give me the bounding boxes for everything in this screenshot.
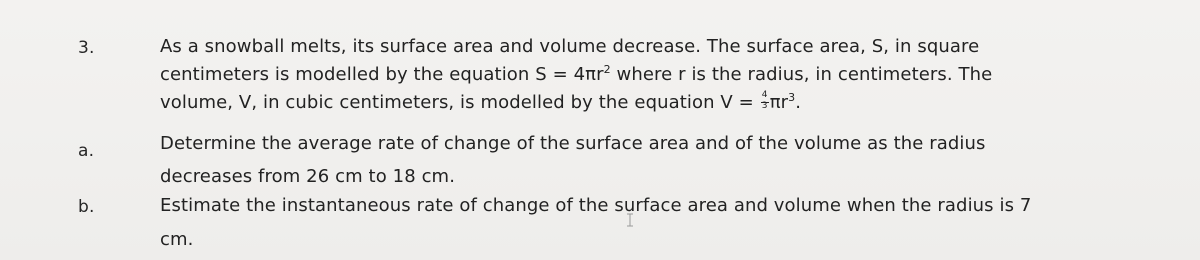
- part-b-label: b.: [78, 197, 95, 217]
- part-a-label: a.: [78, 141, 95, 161]
- question-number: 3.: [78, 38, 95, 58]
- part-b-line-1: [160, 195, 1031, 216]
- volume-equation-text: volume, V, in cubic centimeters, is modelled by the equation V =: [160, 92, 760, 113]
- fraction-denominator: 3: [761, 101, 768, 111]
- part-a-text-2: decreases from 26 cm to 18 cm.: [160, 166, 456, 187]
- text-cursor-icon: [626, 213, 634, 227]
- surface-area-equation-text: centimeters is modelled by the equation S = 4πr: [160, 64, 604, 85]
- part-a-line-2: [160, 166, 455, 187]
- question-line-3: [160, 92, 801, 113]
- part-a-line-1: [160, 133, 985, 154]
- volume-exponent: 3: [788, 91, 796, 104]
- question-line-2: [160, 64, 992, 85]
- surface-exponent: 2: [603, 63, 611, 76]
- four-thirds-fraction: [761, 90, 769, 112]
- question-text-1: As a snowball melts, its surface area and volume decrease. The surface area, S, in square: [160, 36, 980, 57]
- volume-pi-r: πr: [769, 92, 789, 113]
- part-b-text-1: Estimate the instantaneous rate of change of the surface area and volume when the radius is 7: [160, 195, 1032, 216]
- part-b-text-2: cm.: [160, 229, 194, 250]
- fraction-numerator: 4: [761, 90, 768, 100]
- question-line-1: [160, 36, 979, 57]
- volume-period: .: [795, 92, 802, 113]
- part-b-line-2: [160, 229, 193, 250]
- question-text-2-rest: where r is the radius, in centimeters. The: [610, 64, 993, 85]
- part-a-text-1: Determine the average rate of change of the surface area and of the volume as the radius: [160, 133, 986, 154]
